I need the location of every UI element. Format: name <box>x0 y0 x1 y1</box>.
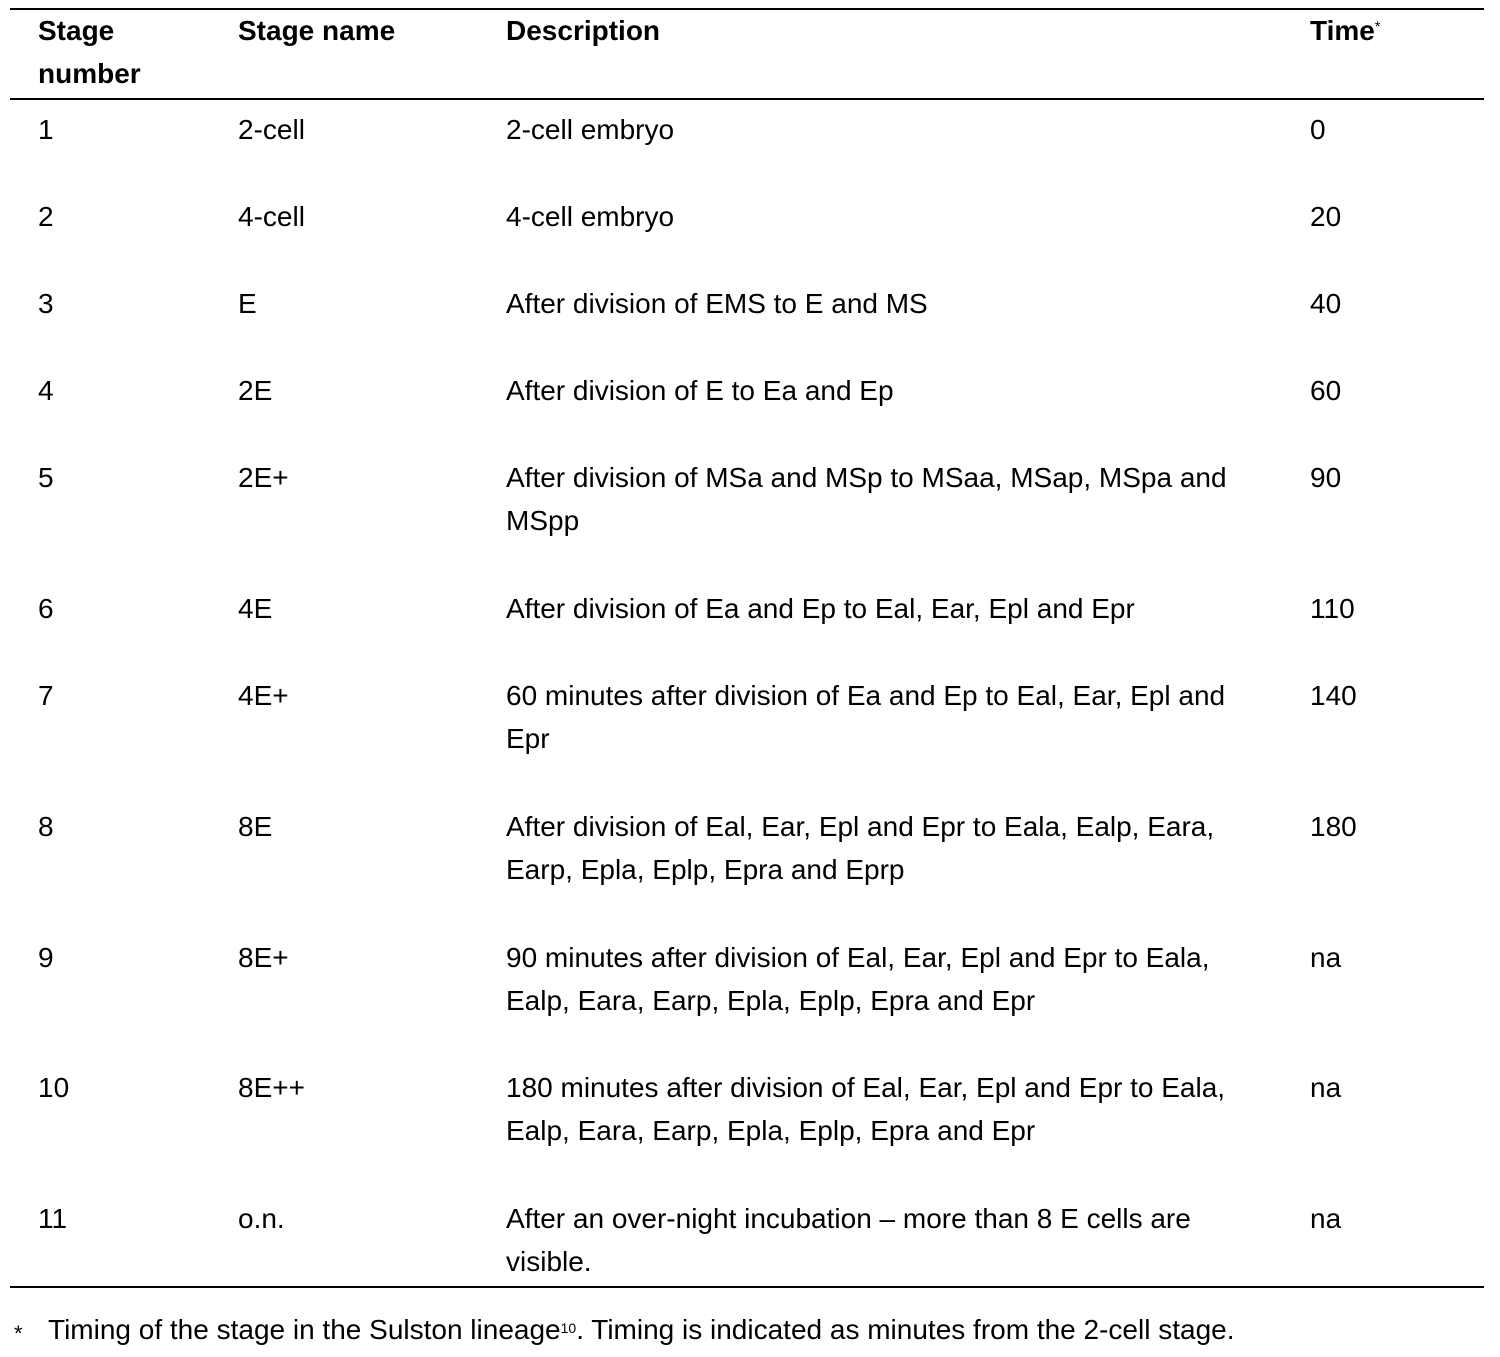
time-cell: 20 <box>1310 201 1342 232</box>
description-cell: 180 minutes after division of Eal, Ear, Epl and Epr to Eala, Ealp, Eara, Earp, Epla, Eplp, Epra and Epr <box>506 1072 1226 1146</box>
time-cell: 0 <box>1310 114 1326 145</box>
footnote-reference: 10 <box>560 1320 577 1336</box>
header-stage-name: Stage name <box>238 15 396 46</box>
description-cell: After division of Ea and Ep to Eal, Ear, Epl and Epr <box>506 593 1135 624</box>
description-cell: After division of E to Ea and Ep <box>506 375 894 406</box>
stage-number-cell: 7 <box>38 680 54 711</box>
footnote-text-continued: . Timing is indicated as minutes from the 2-cell stage. <box>576 1314 1235 1345</box>
stage-name-cell: o.n. <box>238 1203 285 1234</box>
header-description: Description <box>506 15 661 46</box>
stage-number-cell: 10 <box>38 1072 70 1103</box>
stage-number-cell: 2 <box>38 201 54 232</box>
stage-number-cell: 9 <box>38 942 54 973</box>
stage-name-cell: 2E+ <box>238 462 289 493</box>
stage-number-cell: 11 <box>38 1203 68 1234</box>
stage-name-cell: E <box>238 288 257 319</box>
footnote-marker: * <box>14 1320 23 1346</box>
time-cell: na <box>1310 1072 1342 1103</box>
header-time: Time <box>1310 15 1375 46</box>
stage-name-cell: 2E <box>238 375 273 406</box>
time-cell: na <box>1310 942 1342 973</box>
header-time-footnote-marker: * <box>1374 18 1381 34</box>
stage-name-cell: 2-cell <box>238 114 305 145</box>
time-cell: 90 <box>1310 462 1342 493</box>
time-cell: 60 <box>1310 375 1342 406</box>
stage-number-cell: 3 <box>38 288 54 319</box>
stage-name-cell: 4E+ <box>238 680 289 711</box>
description-cell: 4-cell embryo <box>506 201 675 232</box>
stage-name-cell: 4E <box>238 593 273 624</box>
description-cell: 90 minutes after division of Eal, Ear, Epl and Epr to Eala, Ealp, Eara, Earp, Epla, Eplp, Epra and Epr <box>506 942 1210 1016</box>
description-cell: After division of Eal, Ear, Epl and Epr to Eala, Ealp, Eara, Earp, Epla, Eplp, Epra and Eprp <box>506 811 1215 885</box>
time-cell: 140 <box>1310 680 1357 711</box>
time-cell: na <box>1310 1203 1342 1234</box>
description-cell: After division of EMS to E and MS <box>506 288 928 319</box>
stage-name-cell: 8E <box>238 811 273 842</box>
time-cell: 110 <box>1310 593 1355 624</box>
table-bottom-rule <box>10 1286 1484 1288</box>
description-cell: After division of MSa and MSp to MSaa, MSap, MSpa and MSpp <box>506 462 1227 536</box>
time-cell: 40 <box>1310 288 1342 319</box>
stage-name-cell: 4-cell <box>238 201 305 232</box>
description-cell: After an over-night incubation – more than 8 E cells are visible. <box>506 1203 1191 1277</box>
footnote <box>14 1310 1235 1352</box>
time-cell: 180 <box>1310 811 1357 842</box>
description-cell: 60 minutes after division of Ea and Ep to Eal, Ear, Epl and Epr <box>506 680 1226 754</box>
stage-name-cell: 8E++ <box>238 1072 305 1103</box>
stage-number-cell: 1 <box>38 114 54 145</box>
stage-number-cell: 4 <box>38 375 54 406</box>
stage-name-cell: 8E+ <box>238 942 289 973</box>
header-stage-number: Stage number <box>38 15 141 89</box>
description-cell: 2-cell embryo <box>506 114 675 145</box>
stage-number-cell: 5 <box>38 462 54 493</box>
stage-number-cell: 6 <box>38 593 54 624</box>
footnote-text: Timing of the stage in the Sulston lineage <box>48 1314 561 1345</box>
stage-number-cell: 8 <box>38 811 54 842</box>
